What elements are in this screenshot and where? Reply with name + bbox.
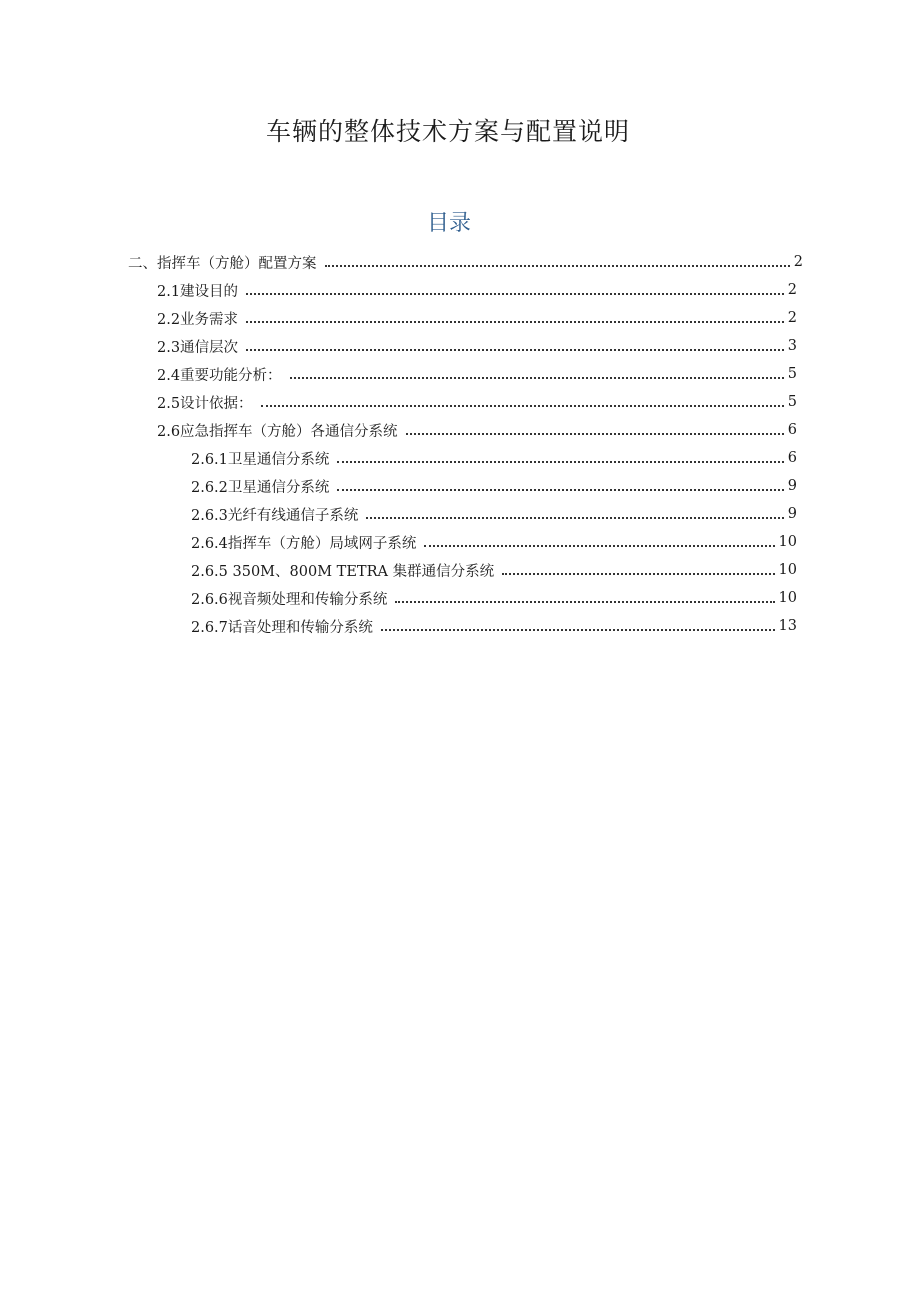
toc-entry-page: 9 — [787, 478, 797, 494]
toc-entry[interactable] — [157, 416, 797, 444]
toc-entry-text: 2.6.7话音处理和传输分系统 — [191, 619, 373, 636]
toc-entry-page: 5 — [787, 394, 797, 410]
toc-entry-page: 10 — [778, 534, 797, 550]
toc-entry[interactable] — [191, 472, 797, 500]
toc-entry-text: 2.6.4指挥车（方舱）局域网子系统 — [191, 535, 417, 552]
toc-entry-text: 2.6.3光纤有线通信子系统 — [191, 507, 359, 524]
toc-entry-text: 2.3通信层次 — [157, 339, 239, 356]
toc-entry-text: 2.6.1卫星通信分系统 — [191, 451, 330, 468]
toc-entry[interactable] — [191, 612, 797, 640]
toc-entry-text: 2.1建设目的 — [157, 283, 239, 300]
toc-heading: 目录 — [426, 211, 471, 236]
toc-entry[interactable] — [157, 360, 797, 388]
toc-leader — [395, 601, 774, 603]
toc-entry-text: 二、指挥车（方舱）配置方案 — [128, 255, 317, 272]
toc-leader — [337, 489, 783, 491]
toc-entry-text: 2.6.5 350M、800M TETRA 集群通信分系统 — [191, 563, 495, 580]
toc-leader — [366, 517, 783, 519]
toc-entry[interactable] — [191, 556, 797, 584]
toc-entry-page: 3 — [787, 338, 797, 354]
toc-entry-page: 9 — [787, 506, 797, 522]
toc-entry-text: 2.6.2卫星通信分系统 — [191, 479, 330, 496]
toc-entry-page: 6 — [787, 450, 797, 466]
toc-entry-text: 2.6应急指挥车（方舱）各通信分系统 — [157, 423, 398, 440]
toc-entry[interactable] — [191, 500, 797, 528]
toc-leader — [424, 545, 774, 547]
toc-entry[interactable] — [191, 528, 797, 556]
toc-entry[interactable] — [157, 304, 797, 332]
toc-leader — [502, 573, 774, 575]
toc-entry-page: 2 — [787, 282, 797, 298]
toc-leader — [246, 321, 784, 323]
toc-entry[interactable] — [157, 276, 797, 304]
toc-entry-page: 2 — [793, 254, 803, 270]
toc-leader — [290, 377, 784, 379]
toc-leader — [261, 405, 784, 407]
toc-entry-page: 13 — [778, 618, 797, 634]
toc-entry[interactable] — [128, 248, 803, 276]
toc-leader — [246, 349, 784, 351]
toc-leader — [381, 629, 775, 631]
toc-entry-page: 5 — [787, 366, 797, 382]
toc-leader — [337, 461, 783, 463]
toc-entry-text: 2.6.6视音频处理和传输分系统 — [191, 591, 388, 608]
toc-entry-text: 2.5设计依据： — [157, 395, 253, 412]
toc-entry[interactable] — [157, 388, 797, 416]
toc-entry-page: 6 — [787, 422, 797, 438]
toc-entry-page: 2 — [787, 310, 797, 326]
toc-leader — [246, 293, 784, 295]
toc-entry[interactable] — [191, 444, 797, 472]
toc-entry-page: 10 — [778, 562, 797, 578]
toc-entry[interactable] — [157, 332, 797, 360]
toc-entry-text: 2.4重要功能分析： — [157, 367, 282, 384]
toc-entry-text: 2.2业务需求 — [157, 311, 239, 328]
document-title: 车辆的整体技术方案与配置说明 — [265, 117, 630, 146]
toc-entry-page: 10 — [778, 590, 797, 606]
toc-entry[interactable] — [191, 584, 797, 612]
toc-leader — [406, 433, 784, 435]
toc-leader — [325, 265, 790, 267]
